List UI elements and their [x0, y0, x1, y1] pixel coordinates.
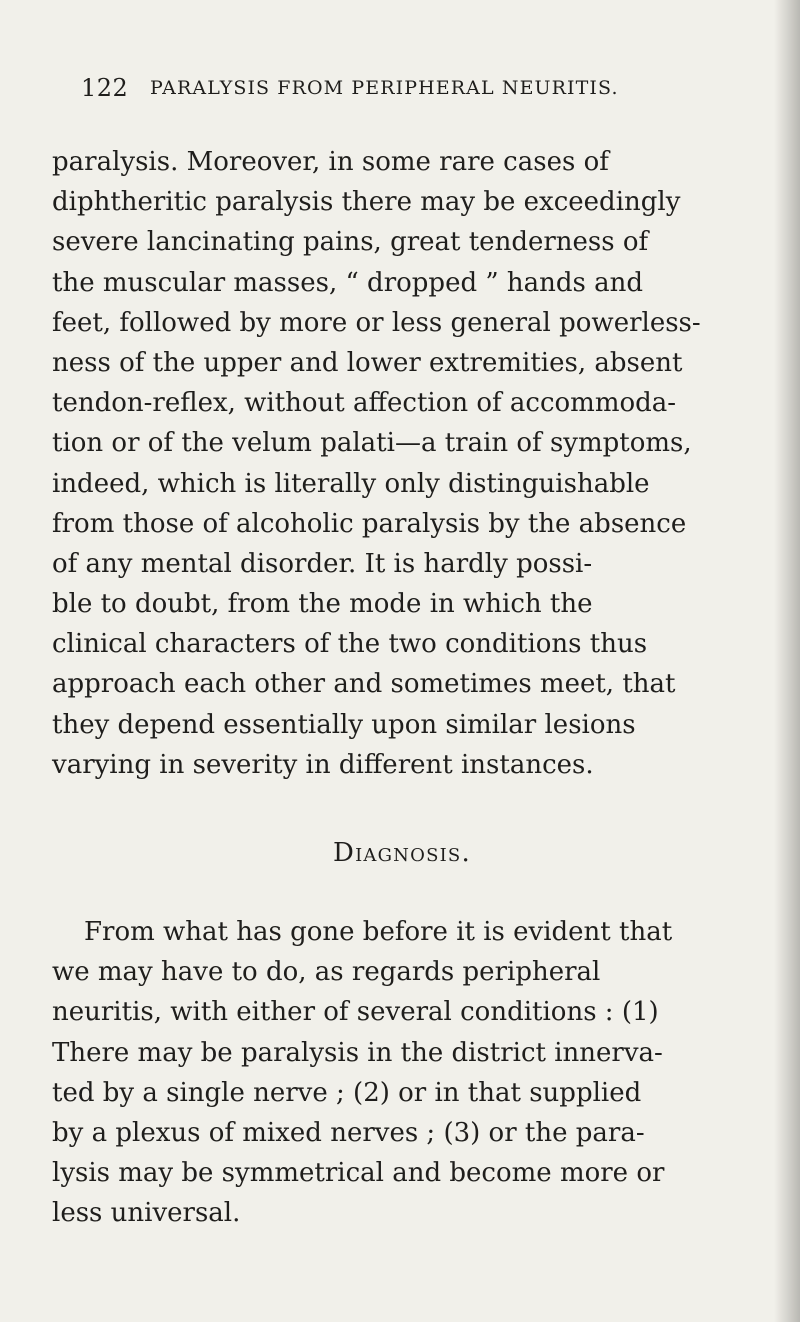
text-line: varying in severity in different instances. [52, 749, 594, 780]
text-line: ble to doubt, from the mode in which the [52, 589, 593, 620]
text-line: the muscular masses, “ dropped ” hands and [52, 267, 644, 298]
text-line: indeed, which is literally only distinguishable [52, 468, 650, 499]
section-heading-diagnosis: Diagnosis. [333, 838, 471, 868]
text-line: they depend essentially upon similar lesions [52, 709, 636, 740]
text-line: feet, followed by more or less general powerless- [52, 307, 701, 338]
text-line: by a plexus of mixed nerves ; (3) or the para- [52, 1117, 645, 1148]
text-line: of any mental disorder. It is hardly possi- [52, 548, 593, 579]
text-line: from those of alcoholic paralysis by the absence [52, 508, 687, 539]
text-line: lysis may be symmetrical and become more or [52, 1158, 665, 1189]
running-title: PARALYSIS FROM PERIPHERAL NEURITIS. [150, 77, 619, 99]
paragraph-diagnosis [52, 912, 752, 1234]
text-line: neuritis, with either of several conditions : (1) [52, 997, 659, 1028]
text-line: ness of the upper and lower extremities, absent [52, 347, 683, 378]
page-header [52, 74, 752, 114]
text-line: From what has gone before it is evident that [84, 917, 673, 947]
text-line: There may be paralysis in the district innerva- [52, 1037, 663, 1068]
text-line: clinical characters of the two conditions thus [52, 629, 648, 660]
text-line: diphtheritic paralysis there may be exceedingly [52, 187, 681, 218]
text-line: ted by a single nerve ; (2) or in that supplied [52, 1077, 642, 1108]
text-line: paralysis. Moreover, in some rare cases of [52, 147, 609, 177]
text-line: tion or of the velum palati—a train of symptoms, [52, 428, 692, 459]
paragraph-symptoms [52, 142, 752, 785]
text-line: severe lancinating pains, great tenderness of [52, 227, 649, 258]
text-line: we may have to do, as regards peripheral [52, 957, 601, 988]
text-line: less universal. [52, 1198, 241, 1229]
page-number: 122 [81, 74, 129, 102]
text-line: tendon-reflex, without affection of accommoda- [52, 388, 677, 419]
text-line: approach each other and sometimes meet, that [52, 669, 676, 700]
page-edge-shadow [774, 0, 800, 1322]
